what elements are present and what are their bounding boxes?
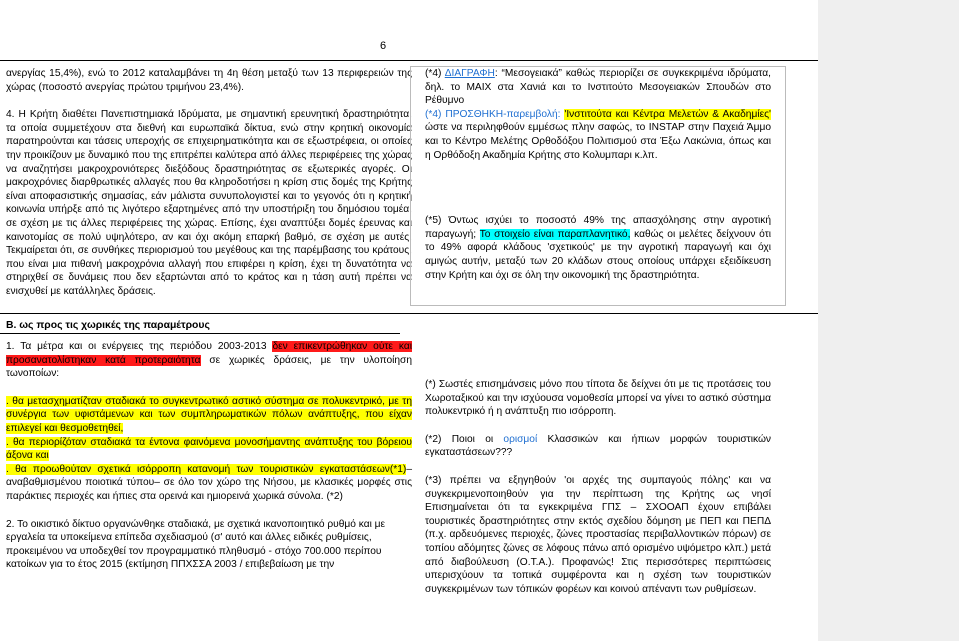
comments-bottom [425, 378, 771, 596]
comment-polycentric: (*) Σωστές επισημάνσεις μόνο που τίποτα δε δείχνει ότι με τις προτάσεις του Χωροταξικού και την ισχύουσα νομοθεσία μπορεί να γίνει το αστικό σύστημα πολυκεντρικό ή η ανάπτυξη πιο ισόρροπη. [425, 379, 771, 418]
bullet-polycentric: . θα μετασχηματίζταν σταδιακά το συγκεντρωτικό αστικό σύστημα σε πολυκεντρικό, με τη συνέργια των υφιστάμενων και των συμπληρωματικών πόλων ανάπτυξης, που είχαν επιλεγεί και θεσμοθετηθεί, [6, 395, 412, 434]
definitions-highlight: ορισμοί [503, 433, 538, 445]
bullet-north-axis: . θα περιορίζόταν σταδιακά τα έντονα φαινόμενα μονοσήμαντης ανάπτυξης του βόρειου άξονα και [6, 436, 412, 462]
comment-insert: (*4) ΠΡΟΣΘΗΚΗ-παρεμβολή: 'Ινστιτούτα και Κέντρα Μελετών & Ακαδημίες' ώστε να περιληφθούν εμμέσως πλην σαφώς, το INSTAP στην Παχειά Άμμο και το Κέντρο Μελέτης Ορθοδόξου Πολιτισμού στα Έξω Λακώνια, όπως και η Ορθόδοξη Ακαδημία Κρήτης στο Κολυμπαρι κ.λπ. [425, 108, 771, 161]
comment-definitions: (*2) Ποιοι οι ορισμοί Κλασσικών και ήπιων μορφών τουριστικών εγκαταστάσεων??? [425, 433, 771, 459]
comment-employment: (*5) Όντως ισχύει το ποσοστό 49% της απασχόλησης στην αγροτική παραγωγή; Το στοιχείο είναι παραπλανητικό, καθώς οι μελέτες δείχνουν ότι το 49% αφορά κλάδους 'σχετικούς' με την αγροτική παραγωγή και όχι αμιγώς αυτήν, μεταξύ των 20 κλάδων στους οποίους υπάρχει εξειδίκευση στην Κρήτη και όχι σε όλη την οικονομική της δραστηριότητα. [425, 215, 771, 281]
comments-top [425, 67, 771, 282]
main-column-bottom [6, 340, 412, 572]
item-2: 2. Το οικιστικό δίκτυο οργανώνθηκε σταδιακά, με σχετικά ικανοποιητικό ρυθμό και με εργαλεία τα υποκείμενα επίπεδα σχεδιασμού (σ' αυτό και άλλες ειδικές ρυθμίσεις, προκειμένου να υποδεχθεί τον προγραμματικό πληθυσμό - στόχο 700.000 περίπου κατοίκων για το έτος 2015 (εκτίμηση ΠΠΧΣΣΑ 2003 / επιβεβαίωση με την [6, 518, 386, 571]
comment-margin [818, 0, 959, 641]
paragraph-4: 4. Η Κρήτη διαθέτει Πανεπιστημιακά Ιδρύματα, με σημαντική ερευνητική δραστηριότητα, τα οποία συμμετέχουν στα διεθνή και ευρωπαϊκά δίκτυα, ενώ στην κρητική οικονομία παρατηρούνται και τάσεις υπεροχής σε επιχειρηματικότητα και σε εξωστρέφεια, οι οποίες την προικίζουν με δυναμικό που της επιτρέπει καλύτερα από άλλες περιφέρειες της χώρας να αναζητήσει μακροχρονιότερες διεξόδους δραστηριότητας σε εξωτερικές αγορές. Οι μακροχρόνιες διαρθρωτικές αλλαγές που θα κληροδοτήσει η κρίση στις δομές της Κρήτης είναι αποφασιστικής σημασίας, εάν μάλιστα συνυπολογιστεί και το γεγονός ότι η κρητική κοινωνία υπήρξε από τις λιγότερο εξαρτημένες από την υποστήριξη του δημόσιου τομέα, σε σχέση με τις άλλες περιφέρειες της χώρας. Επίσης, έχει αναπτύξει δομές έρευνας και καινοτομίας σε πολύ υψηλότερο, αν και όχι ακόμη επαρκή βαθμό, σε σχέση με αυτές. Τεκμαίρεται ότι, σε συνθήκες περιορισμού του μεγέθους και της παρέμβασης του κράτους, που είναι μια πιθανή μακροχρόνια αλλαγή που επιφέρει η κρίση, έχει τη δυνατότητα να στηριχθεί σε δυνάμεις που δεν εξαρτώνται από το κράτος και η τάση αυτή πρέπει να ενισχυθεί με κατάλληλες δράσεις. [6, 109, 412, 297]
page-number: 6 [380, 40, 387, 52]
delete-label: ΔΙΑΓΡΑΦΗ [444, 68, 495, 79]
red-highlight: δεν επικεντρώθηκαν ούτε και προσανατολίστηκαν κατά προτεραιότητα [6, 341, 412, 366]
header-rule [0, 60, 818, 61]
comment-delete: (*4) ΔΙΑΓΡΑΦΗ: “Μεσογειακά” καθώς περιορίζει σε συγκεκριμένα ιδρύματα, δηλ. το ΜΑΙΧ στα Χανιά και το Ινστιτούτο Μεσογειακών Σπουδών στο Ρέθυμνο [425, 68, 771, 107]
bullet-tourism: . θα προωθούταν σχετικά ισόρροπη κατανομή των τουριστικών εγκαταστάσεων(*1)–αναβαθμισμένου ποιοτικά τύπου– σε όλο τον χώρο της Νήσου, με κλασικές μορφές στις παράκτιες περιοχές και ήπιες στα ορεινά και ημιορεινά χωρικά σύνολα. (*2) [6, 463, 412, 502]
comment-compact-city: (*3) πρέπει να εξηγηθούν 'οι αρχές της συμπαγούς πόλης' και να συγκεκριμενοποιηθούν για την περίπτωση της Κρήτης ως νησί Επισημαίνεται ότι τα εγκεκριμένα ΓΠΣ – ΣΧΟΟΑΠ έχουν επιβάλει τουριστικές δραστηριότητες στην εκτός σχεδίου δόμηση με ΠΕΠ και ΠΕΠΔ (π.χ. αρδευόμενες περιοχές, ζώνες προστασίας περιβαλλοντικών πόρων) σε τοπίου αδόμητες ζώνες σε λόφους πάνω από ορισμένο υψόμετρο κλπ.) μετά από διαβούλευση (Ο.Τ.Α.). Προφανώς! Στις περισσότερες περιπτώσεις υπερισχύουν τα τοπικά συμφέροντα και η σχέση των τουριστικών συγκεκριμένων των τόπικών φορέων και κοινού απέναντι των ρυθμίσεων. [425, 474, 771, 595]
top-paragraph: ανεργίας 15,4%), ενώ το 2012 καταλαμβάνει τη 4η θέση μεταξύ των 13 περιφερειών της χώρας (ποσοστό ανεργίας πρώτου τριμήνου 23,4%). [6, 68, 412, 93]
section-title-underline [0, 333, 400, 334]
section-rule [0, 313, 818, 314]
main-column-top [6, 67, 412, 299]
section-title: Β. ως προς τις χωρικές της παραμέτρους [6, 320, 210, 331]
misleading-highlight: Το στοιχείο είναι παραπλανητικό, [479, 228, 631, 240]
insert-highlight: 'Ινστιτούτα και Κέντρα Μελετών & Ακαδημίες' [564, 108, 771, 120]
item-1: 1. Τα μέτρα και οι ενέργειες της περιόδου 2003-2013 δεν επικεντρώθηκαν ούτε και προσανατολίστηκαν κατά προτεραιότητα σε χωρικές δράσεις, με την υλοποίηση τωνοποίων: [6, 341, 413, 380]
